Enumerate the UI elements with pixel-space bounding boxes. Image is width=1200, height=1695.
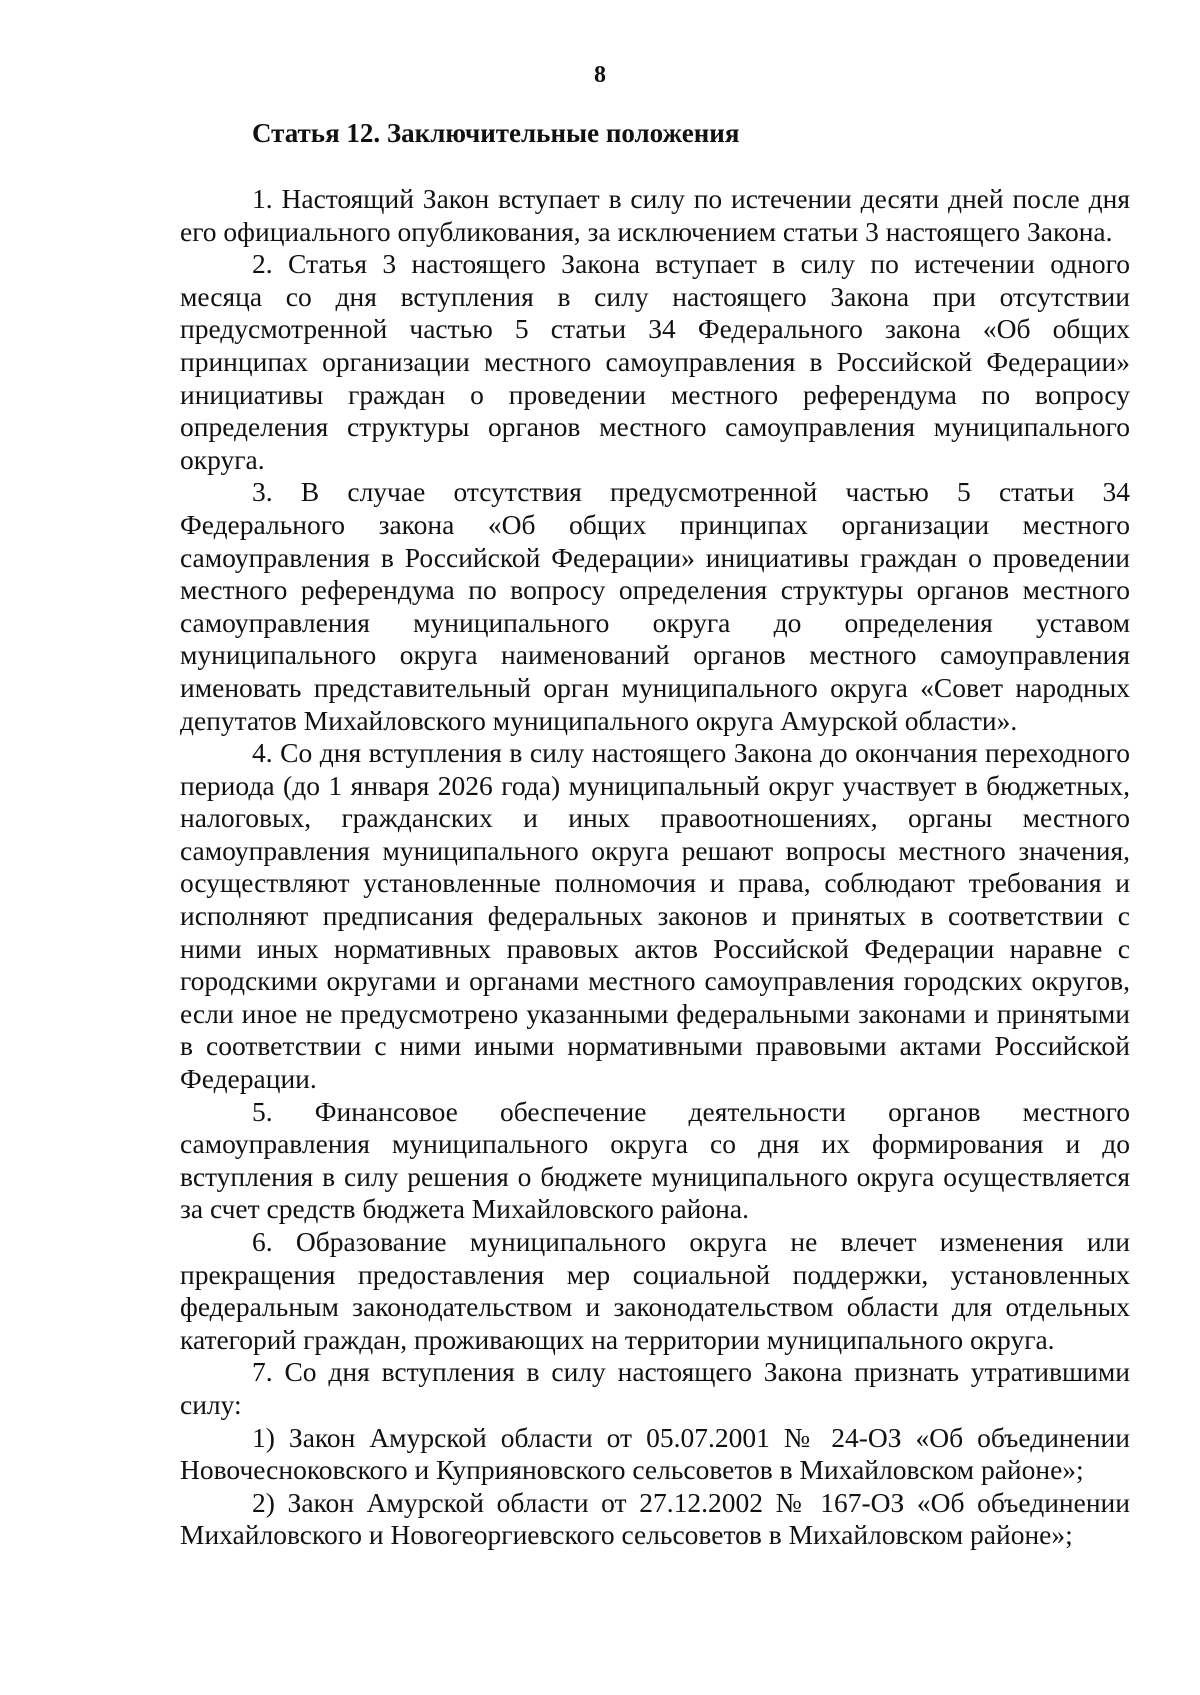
article-body xyxy=(180,183,1130,1552)
paragraph-3: 3. В случае отсутствия предусмотренной частью 5 статьи 34 Федерального закона «Об общих принципах организации местного самоуправления в Российской Федерации» инициативы граждан о проведении местного референдума по вопросу определения структуры органов местного самоуправления муниципального округа до определения уставом муниципального округа наименований органов местного самоуправления именовать представительный орган муниципального округа «Совет народных депутатов Михайловского муниципального округа Амурской области». xyxy=(180,476,1130,736)
list-item-2: 2) Закон Амурской области от 27.12.2002 № 167-ОЗ «Об объединении Михайловского и Новогеоргиевского сельсоветов в Михайловском районе»; xyxy=(180,1486,1130,1551)
article-title: Статья 12. Заключительные положения xyxy=(252,118,740,148)
list-item-1: 1) Закон Амурской области от 05.07.2001 № 24-ОЗ «Об объединении Новочесноковского и Куприяновского сельсоветов в Михайловском районе»; xyxy=(180,1421,1130,1486)
page-number: 8 xyxy=(594,62,606,88)
paragraph-2: 2. Статья 3 настоящего Закона вступает в силу по истечении одного месяца со дня вступления в силу настоящего Закона при отсутствии предусмотренной частью 5 статьи 34 Федерального закона «Об общих принципах организации местного самоуправления в Российской Федерации» инициативы граждан о проведении местного референдума по вопросу определения структуры органов местного самоуправления муниципального округа. xyxy=(180,248,1130,475)
paragraph-7: 7. Со дня вступления в силу настоящего Закона признать утратившими силу: xyxy=(180,1356,1130,1420)
paragraph-4: 4. Со дня вступления в силу настоящего Закона до окончания переходного периода (до 1 января 2026 года) муниципальный округ участвует в бюджетных, налоговых, гражданских и иных правоотношениях, органы местного самоуправления муниципального округа решают вопросы местного значения, осуществляют установленные полномочия и права, соблюдают требования и исполняют предписания федеральных законов и принятых в соответствии с ними иных нормативных правовых актов Российской Федерации наравне с городскими округами и органами местного самоуправления городских округов, если иное не предусмотрено указанными федеральными законами и принятыми в соответствии с ними иными нормативными правовыми актами Российской Федерации. xyxy=(180,737,1130,1095)
paragraph-5: 5. Финансовое обеспечение деятельности органов местного самоуправления муниципального округа со дня их формирования и до вступления в силу решения о бюджете муниципального округа осуществляется за счет средств бюджета Михайловского района. xyxy=(180,1095,1130,1225)
paragraph-6: 6. Образование муниципального округа не влечет изменения или прекращения предоставления мер социальной поддержки, установленных федеральным законодательством и законодательством области для отдельных категорий граждан, проживающих на территории муниципального округа. xyxy=(180,1226,1130,1355)
paragraph-1: 1. Настоящий Закон вступает в силу по истечении десяти дней после дня его официального опубликования, за исключением статьи 3 настоящего Закона. xyxy=(180,183,1130,247)
